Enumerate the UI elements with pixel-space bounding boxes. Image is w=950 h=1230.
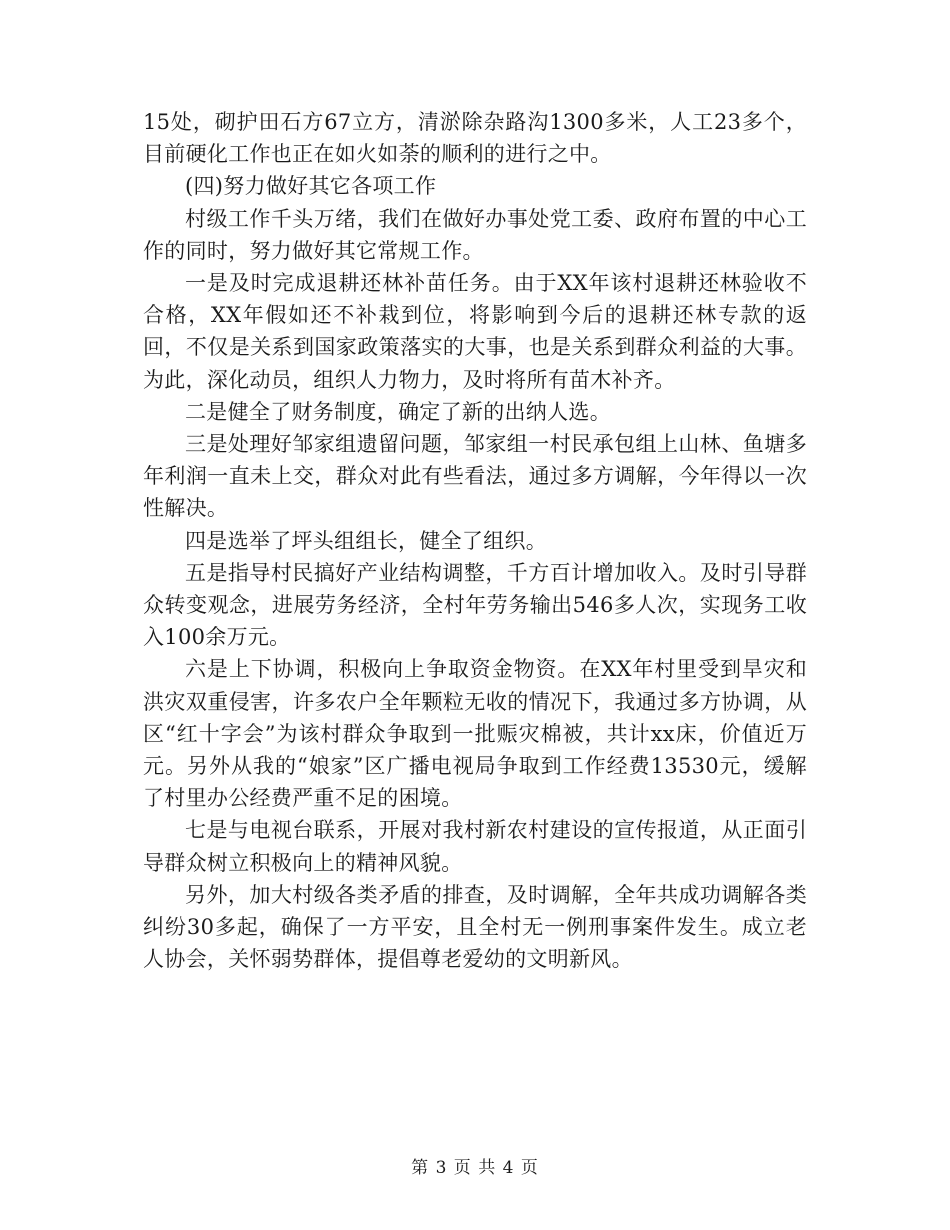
paragraph: 六是上下协调，积极向上争取资金物资。在XX年村里受到旱灾和洪灾双重侵害，许多农户全年颗粒无收的情况下，我通过多方协调，从区“红十字会”为该村群众争取到一批赈灾棉被，共计xx床，价值近万元。另外从我的“娘家”区广播电视局争取到工作经费13530元，缓解了村里办公经费严重不足的困境。 xyxy=(143,657,807,811)
paragraph: 另外，加大村级各类矛盾的排查，及时调解，全年共成功调解各类纠纷30多起，确保了一方平安，且全村无一例刑事案件发生。成立老人协会，关怀弱势群体，提倡尊老爱幼的文明新风。 xyxy=(143,882,807,972)
paragraph-continuation: 15处，砌护田石方67立方，清淤除杂路沟1300多米，人工23多个，目前硬化工作也正在如火如荼的顺利的进行之中。 xyxy=(143,110,807,167)
paragraph: 七是与电视台联系，开展对我村新农村建设的宣传报道，从正面引导群众树立积极向上的精神风貌。 xyxy=(143,818,807,875)
paragraph: 村级工作千头万绪，我们在做好办事处党工委、政府布置的中心工作的同时，努力做好其它常规工作。 xyxy=(143,206,807,263)
paragraph: 二是健全了财务制度，确定了新的出纳人选。 xyxy=(185,399,611,424)
page-number-footer: 第 3 页 共 4 页 xyxy=(411,1158,539,1178)
document-body xyxy=(143,106,807,975)
section-heading: (四)努力做好其它各项工作 xyxy=(185,174,437,199)
paragraph: 五是指导村民搞好产业结构调整，千方百计增加收入。及时引导群众转变观念，进展劳务经济，全村年劳务输出546多人次，实现务工收入100余万元。 xyxy=(143,560,807,650)
paragraph: 三是处理好邹家组遗留问题，邹家组一村民承包组上山林、鱼塘多年利润一直未上交，群众对此有些看法，通过多方调解，今年得以一次性解决。 xyxy=(143,432,807,521)
paragraph: 一是及时完成退耕还林补苗任务。由于XX年该村退耕还林验收不合格，XX年假如还不补栽到位，将影响到今后的退耕还林专款的返回，不仅是关系到国家政策落实的大事，也是关系到群众利益的大事。为此，深化动员，组织人力物力，及时将所有苗木补齐。 xyxy=(143,271,807,392)
paragraph: 四是选举了坪头组组长，健全了组织。 xyxy=(185,528,548,553)
